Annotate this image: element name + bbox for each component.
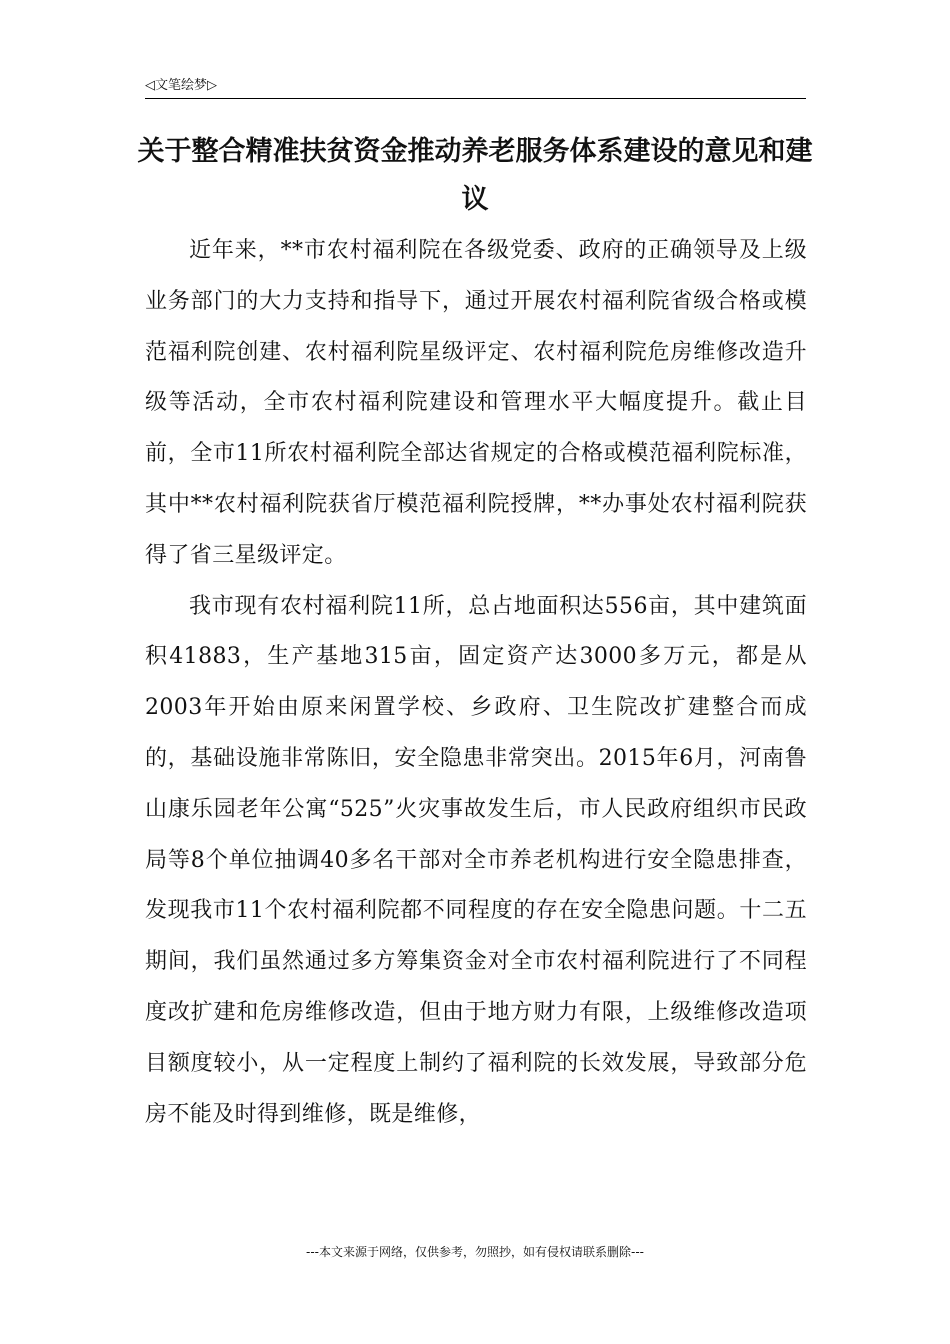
document-title: 关于整合精准扶贫资金推动养老服务体系建设的意见和建议: [137, 136, 813, 215]
paragraph-2: 我市现有农村福利院11所，总占地面积达556亩，其中建筑面积41883，生产基地315亩，固定资产达3000多万元，都是从2003年开始由原来闲置学校、乡政府、卫生院改扩建整合而成的，基础设施非常陈旧，安全隐患非常突出。2015年6月，河南鲁山康乐园老年公寓“525”火灾事故发生后，市人民政府组织市民政局等8个单位抽调40多名干部对全市养老机构进行安全隐患排查，发现我市11个农村福利院都不同程度的存在安全隐患问题。十二五期间，我们虽然通过多方筹集资金对全市农村福利院进行了不同程度改扩建和危房维修改造，但由于地方财力有限，上级维修改造项目额度较小，从一定程度上制约了福利院的长效发展，导致部分危房不能及时得到维修，既是维修，: [145, 593, 807, 1127]
document-body: [145, 226, 807, 1140]
page-footer-disclaimer: ---本文来源于网络，仅供参考，勿照抄，如有侵权请联系删除---: [306, 1245, 644, 1259]
header-label: ◁文笔绘梦▷: [145, 78, 217, 93]
paragraph-1: 近年来，**市农村福利院在各级党委、政府的正确领导及上级业务部门的大力支持和指导下，通过开展农村福利院省级合格或模范福利院创建、农村福利院星级评定、农村福利院危房维修改造升级等活动，全市农村福利院建设和管理水平大幅度提升。截止目前，全市11所农村福利院全部达省规定的合格或模范福利院标准，其中**农村福利院获省厅模范福利院授牌，**办事处农村福利院获得了省三星级评定。: [145, 238, 807, 568]
page-header: [145, 72, 806, 99]
